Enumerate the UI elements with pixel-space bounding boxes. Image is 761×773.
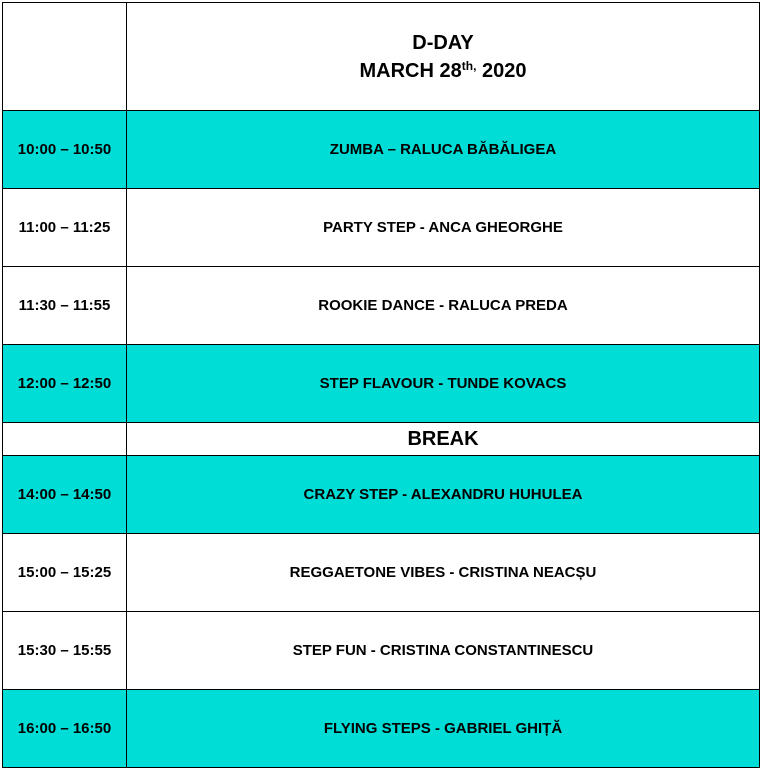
- activity-cell: ROOKIE DANCE - RALUCA PREDA: [127, 267, 760, 345]
- event-date-ordinal: th,: [461, 58, 477, 73]
- table-row: [3, 690, 760, 768]
- break-label: BREAK: [127, 423, 760, 456]
- time-cell: 16:00 – 16:50: [3, 690, 127, 768]
- header-cell: [127, 3, 760, 111]
- activity-cell: STEP FLAVOUR - TUNDE KOVACS: [127, 345, 760, 423]
- table-row: [3, 456, 760, 534]
- header-row: [3, 3, 760, 111]
- time-cell: 14:00 – 14:50: [3, 456, 127, 534]
- event-date: [127, 57, 759, 85]
- table-row: [3, 189, 760, 267]
- time-cell: 10:00 – 10:50: [3, 111, 127, 189]
- time-cell: 12:00 – 12:50: [3, 345, 127, 423]
- table-row: [3, 345, 760, 423]
- activity-cell: CRAZY STEP - ALEXANDRU HUHULEA: [127, 456, 760, 534]
- table-row: [3, 111, 760, 189]
- header-empty-cell: [3, 3, 127, 111]
- event-title: D-DAY: [412, 31, 474, 54]
- activity-cell: STEP FUN - CRISTINA CONSTANTINESCU: [127, 612, 760, 690]
- time-cell: 11:30 – 11:55: [3, 267, 127, 345]
- table-row: [3, 267, 760, 345]
- time-cell: 15:30 – 15:55: [3, 612, 127, 690]
- schedule-table: [2, 2, 760, 768]
- activity-cell: REGGAETONE VIBES - CRISTINA NEACȘU: [127, 534, 760, 612]
- activity-cell: FLYING STEPS - GABRIEL GHIȚĂ: [127, 690, 760, 768]
- break-row: [3, 423, 760, 456]
- table-row: [3, 612, 760, 690]
- event-date-year: 2020: [476, 59, 527, 82]
- activity-cell: PARTY STEP - ANCA GHEORGHE: [127, 189, 760, 267]
- table-row: [3, 534, 760, 612]
- time-cell: 11:00 – 11:25: [3, 189, 127, 267]
- activity-cell: ZUMBA – RALUCA BĂBĂLIGEA: [127, 111, 760, 189]
- break-empty-cell: [3, 423, 127, 456]
- time-cell: 15:00 – 15:25: [3, 534, 127, 612]
- event-date-main: MARCH 28: [359, 59, 462, 82]
